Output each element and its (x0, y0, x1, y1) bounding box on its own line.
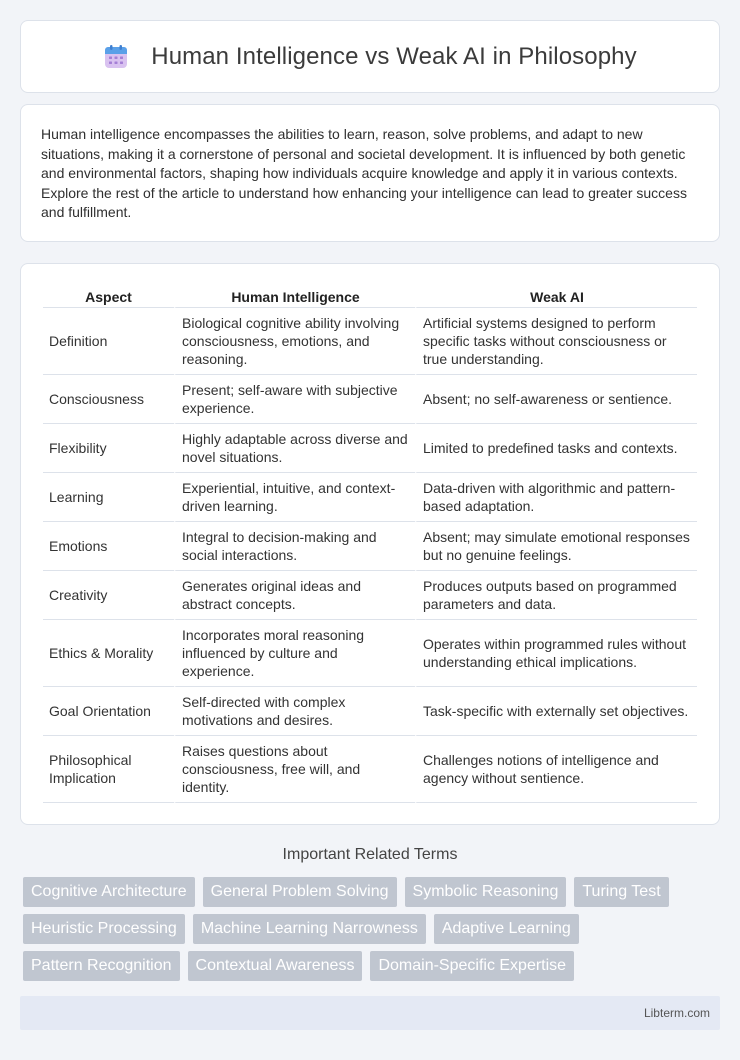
weak-ai-cell: Absent; no self-awareness or sentience. (415, 375, 697, 424)
comparison-table-card (20, 263, 720, 825)
human-cell: Highly adaptable across diverse and novel situations. (174, 424, 415, 473)
table-header-row (43, 284, 697, 308)
weak-ai-cell: Challenges notions of intelligence and agency without sentience. (415, 736, 697, 803)
table-row (43, 522, 697, 571)
aspect-cell: Creativity (43, 571, 174, 620)
calendar-document-icon (103, 44, 129, 70)
human-cell: Present; self-aware with subjective experience. (174, 375, 415, 424)
weak-ai-cell: Produces outputs based on programmed parameters and data. (415, 571, 697, 620)
weak-ai-cell: Operates within programmed rules without understanding ethical implications. (415, 620, 697, 687)
related-term-tag[interactable]: Heuristic Processing (23, 914, 185, 944)
human-cell: Raises questions about consciousness, free will, and identity. (174, 736, 415, 803)
related-term-tag[interactable]: Cognitive Architecture (23, 877, 195, 907)
header-aspect: Aspect (43, 284, 174, 308)
human-cell: Generates original ideas and abstract concepts. (174, 571, 415, 620)
table-row (43, 687, 697, 736)
human-cell: Biological cognitive ability involving consciousness, emotions, and reasoning. (174, 308, 415, 375)
table-row (43, 736, 697, 803)
comparison-table (43, 284, 697, 803)
human-cell: Incorporates moral reasoning influenced by culture and experience. (174, 620, 415, 687)
related-term-tag[interactable]: Turing Test (574, 877, 668, 907)
human-cell: Experiential, intuitive, and context-driven learning. (174, 473, 415, 522)
header-card (20, 20, 720, 93)
related-term-tag[interactable]: Pattern Recognition (23, 951, 180, 981)
aspect-cell: Consciousness (43, 375, 174, 424)
related-term-tag[interactable]: Contextual Awareness (188, 951, 363, 981)
intro-paragraph: Human intelligence encompasses the abilities to learn, reason, solve problems, and adapt to new situations, making it a cornerstone of personal and societal development. It is influenced by both genetic and environmental factors, shaping how individuals acquire knowledge and apply it in various contexts. Explore the rest of the article to understand how enhancing your intelligence can lead to greater success and fulfillment. (41, 126, 687, 220)
related-terms-title: Important Related Terms (282, 846, 458, 863)
aspect-cell: Definition (43, 308, 174, 375)
aspect-cell: Emotions (43, 522, 174, 571)
header-human-intelligence: Human Intelligence (174, 284, 415, 308)
human-cell: Integral to decision-making and social interactions. (174, 522, 415, 571)
footer (20, 996, 720, 1030)
page-title: Human Intelligence vs Weak AI in Philosophy (151, 42, 637, 70)
aspect-cell: Goal Orientation (43, 687, 174, 736)
related-term-tag[interactable]: Symbolic Reasoning (405, 877, 567, 907)
related-term-tag[interactable]: General Problem Solving (203, 877, 397, 907)
table-row (43, 375, 697, 424)
weak-ai-cell: Absent; may simulate emotional responses but no genuine feelings. (415, 522, 697, 571)
related-term-tag[interactable]: Adaptive Learning (434, 914, 579, 944)
weak-ai-cell: Task-specific with externally set objectives. (415, 687, 697, 736)
table-row (43, 473, 697, 522)
header-weak-ai: Weak AI (415, 284, 697, 308)
table-row (43, 424, 697, 473)
aspect-cell: Philosophical Implication (43, 736, 174, 803)
weak-ai-cell: Limited to predefined tasks and contexts. (415, 424, 697, 473)
weak-ai-cell: Artificial systems designed to perform specific tasks without consciousness or true understanding. (415, 308, 697, 375)
intro-card (20, 104, 720, 242)
aspect-cell: Learning (43, 473, 174, 522)
related-term-tag[interactable]: Machine Learning Narrowness (193, 914, 426, 944)
human-cell: Self-directed with complex motivations and desires. (174, 687, 415, 736)
aspect-cell: Flexibility (43, 424, 174, 473)
related-term-tag[interactable]: Domain-Specific Expertise (370, 951, 574, 981)
table-row (43, 620, 697, 687)
weak-ai-cell: Data-driven with algorithmic and pattern-based adaptation. (415, 473, 697, 522)
table-row (43, 571, 697, 620)
aspect-cell: Ethics & Morality (43, 620, 174, 687)
title-wrap (103, 43, 636, 71)
related-terms-list (23, 877, 723, 981)
table-row (43, 308, 697, 375)
footer-site-link[interactable]: Libterm.com (643, 1006, 710, 1020)
